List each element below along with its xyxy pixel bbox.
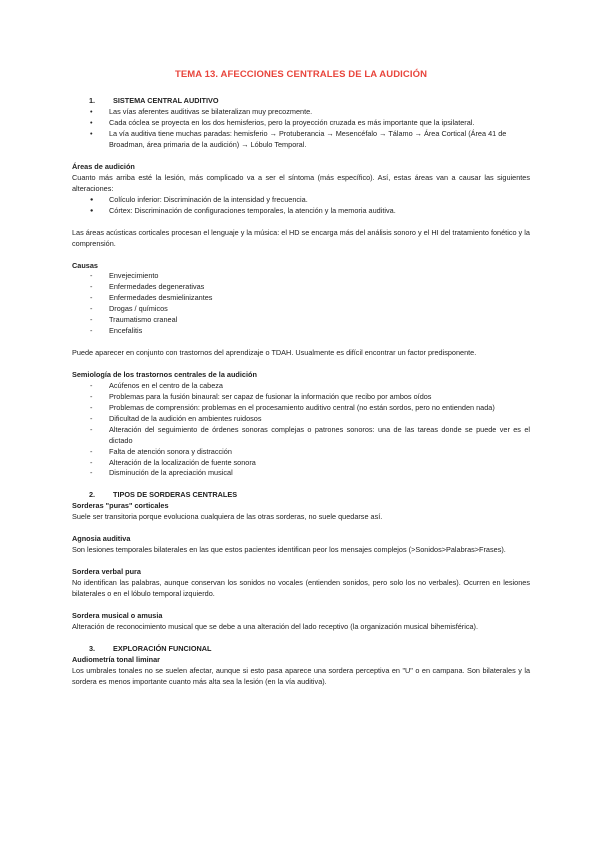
verbal-text: No identifican las palabras, aunque conservan los sonidos no vocales (entienden sonidos, pero solo los no verbales). Ocurren en lesiones bilaterales o en el lóbulo temporal izquierdo. (72, 578, 530, 598)
areas-intro: Cuanto más arriba esté la lesión, más complicado va a ser el síntoma (más específico). Así, estas áreas van a causar las siguientes alteraciones: (72, 172, 530, 193)
list-item: • Cada cóclea se proyecta en los dos hemisferios, pero la proyección cruzada es más importante que la ipsilateral. (72, 118, 530, 129)
areas-heading: Áreas de audición (72, 161, 135, 171)
areas-bullets (72, 195, 530, 217)
section-title: EXPLORACIÓN FUNCIONAL (113, 643, 212, 653)
section-1-bullets (72, 107, 530, 151)
semiologia-heading: Semiología de los trastornos centrales de la audición (72, 370, 257, 379)
areas-note: Las áreas acústicas corticales procesan el lenguaje y la música: el HD se encarga más del análisis sonoro y el HI del tratamiento fonético y la comprensión. (72, 227, 530, 248)
audiometria-heading: Audiometría tonal liminar (72, 654, 160, 664)
list-item: - Encefalitis (72, 326, 530, 337)
list-item: ● Córtex: Discriminación de configuraciones temporales, la atención y la memoria auditiva. (72, 206, 530, 217)
section-2-heading (72, 490, 530, 501)
puras-heading: Sorderas "puras" corticales (72, 501, 169, 511)
audiometria-text: Los umbrales tonales no se suelen afectar, aunque si esto pasa aparece una sordera perceptiva en "U" o en campana. Son bilaterales y la sordera es menos importante cuanto más alta sea la lesión (en la vía auditiva). (72, 665, 530, 686)
causas-heading: Causas (72, 260, 98, 270)
list-item: - Drogas / químicos (72, 304, 530, 315)
section-number: 2. (89, 490, 96, 500)
list-item: - Alteración de la localización de fuente sonora (72, 458, 530, 469)
verbal-heading: Sordera verbal pura (72, 567, 141, 577)
section-title: TIPOS DE SORDERAS CENTRALES (113, 490, 238, 500)
list-item: - Acúfenos en el centro de la cabeza (72, 381, 530, 392)
list-item: - Envejecimiento (72, 271, 530, 282)
section-title: SISTEMA CENTRAL AUDITIVO (113, 96, 219, 106)
list-item: ● Colículo inferior: Discriminación de la intensidad y frecuencia. (72, 195, 530, 206)
list-item: • Las vías aferentes auditivas se bilateralizan muy precozmente. (72, 107, 530, 118)
section-number: 1. (89, 96, 96, 106)
puras-text: Suele ser transitoria porque evoluciona cualquiera de las otras sorderas, no suele quedarse así. (72, 512, 383, 522)
causas-note: Puede aparecer en conjunto con trastornos del aprendizaje o TDAH. Usualmente es difícil encontrar un factor predisponente. (72, 348, 477, 358)
musical-text: Alteración de reconocimiento musical que se debe a una alteración del lado receptivo (la organización musical bihemisférica). (72, 621, 479, 631)
list-item: - Traumatismo craneal (72, 315, 530, 326)
document-title: TEMA 13. AFECCIONES CENTRALES DE LA AUDICIÓN (174, 69, 428, 80)
list-item: - Disminución de la apreciación musical (72, 468, 530, 479)
agnosia-text: Son lesiones temporales bilaterales en las que estos pacientes identifican peor los mensajes complejos (>Sonidos>Palabras>Frases). (72, 545, 506, 555)
section-3-heading (72, 644, 530, 655)
musical-heading: Sordera musical o amusia (72, 610, 163, 620)
agnosia-heading: Agnosia auditiva (72, 534, 131, 544)
list-item: - Problemas de comprensión: problemas en el procesamiento auditivo central (no están sordos, pero no entienden nada) (72, 403, 530, 414)
list-item: - Falta de atención sonora y distracción (72, 447, 530, 458)
list-item: - Dificultad de la audición en ambientes ruidosos (72, 414, 530, 425)
list-item: - Enfermedades degenerativas (72, 282, 530, 293)
causas-list (72, 271, 530, 337)
list-item: - Problemas para la fusión binaural: ser capaz de fusionar la información que recibo por ambos oídos (72, 392, 530, 403)
list-item: - Enfermedades desmielinizantes (72, 293, 530, 304)
semiologia-list (72, 381, 530, 479)
document-page (72, 62, 530, 688)
list-item: • La vía auditiva tiene muchas paradas: hemisferio → Protuberancia → Mesencéfalo → Tálamo → Área Cortical (Área 41 de Broadman, área primaria de la audición) → Lóbulo Temporal. (72, 129, 530, 151)
list-item: - Alteración del seguimiento de órdenes sonoras complejas o patrones sonoros: una de las tareas donde se puede ver es el dictado (72, 425, 530, 447)
section-number: 3. (89, 643, 96, 653)
section-1-heading (72, 96, 530, 107)
